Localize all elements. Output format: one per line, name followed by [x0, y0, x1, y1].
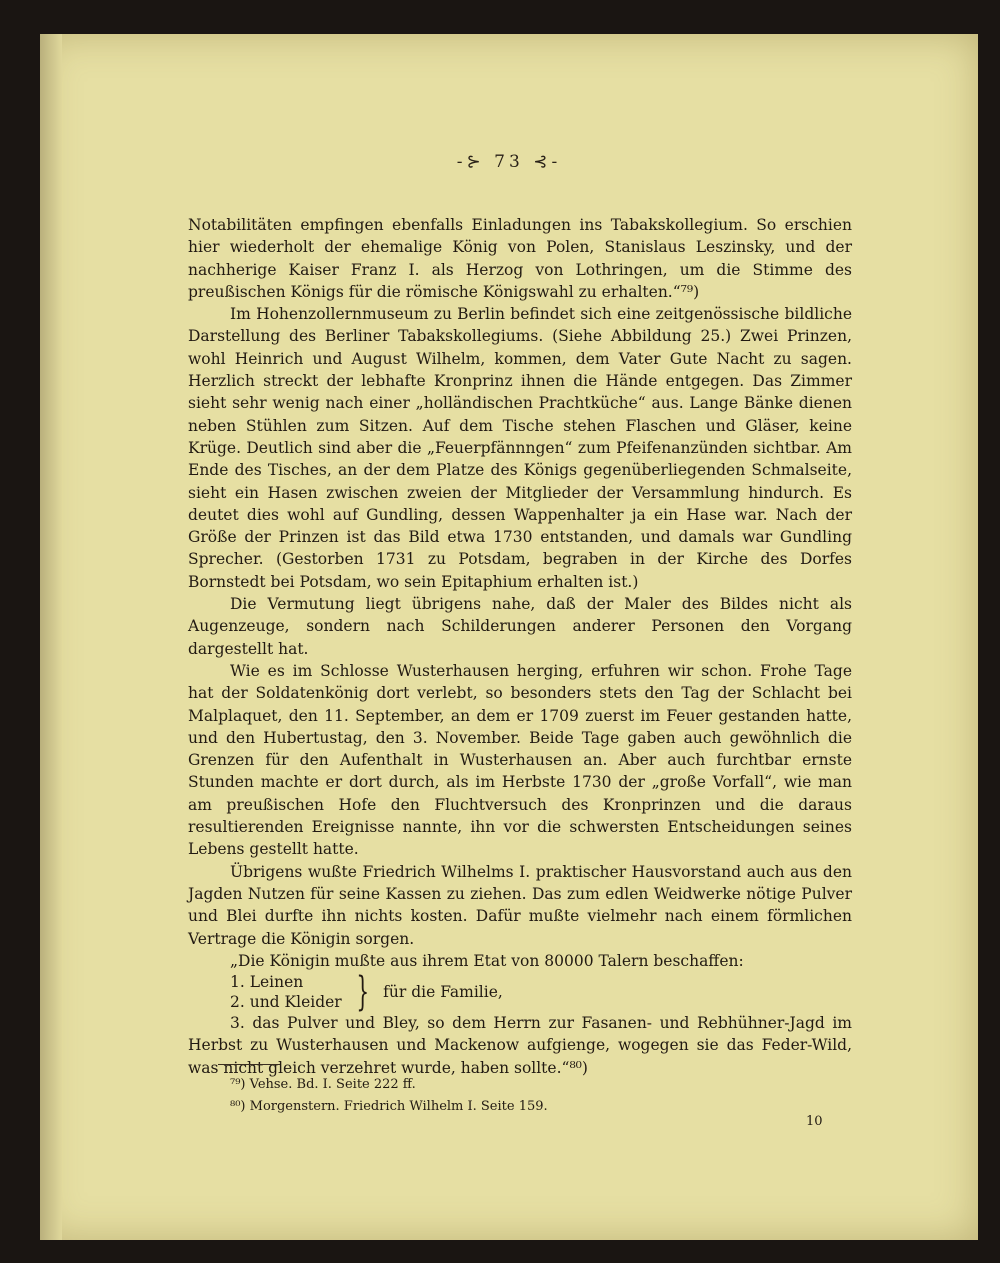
paragraph: Die Vermutung liegt übrigens nahe, daß der Maler des Bildes nicht als Augenzeuge, sondern nach Schilderungen anderer Personen den Vorgang dargestellt hat.: [188, 595, 852, 658]
paragraph: Übrigens wußte Friedrich Wilhelms I. praktischer Hausvorstand auch aus den Jagden Nutzen für seine Kassen zu ziehen. Das zum edlen Weidwerke nötige Pulver und Blei durfte ihn nichts kosten. Dafür mußte vielmehr nach einem förmlichen Vertrage die Königin sorgen.: [188, 862, 852, 948]
paragraph: Im Hohenzollernmuseum zu Berlin befindet sich eine zeitgenössische bildliche Darstellung des Berliner Tabakskollegiums. (Siehe Abbildung 25.) Zwei Prinzen, wohl Heinrich und August Wilhelm, kommen, dem Vater Gute Nacht zu sagen. Herzlich streckt der lebhafte Kronprinz ihnen die Hände entgegen. Das Zimmer sieht sehr wenig nach einer „holländischen Prachtküche“ aus. Lange Bänke dienen neben Stühlen zum Sitzen. Auf dem Tische stehen Flaschen und Gläser, keine Krüge. Deutlich sind aber die „Feuerpfännngen“ zum Pfeifenanzünden sichtbar. Am Ende des Tisches, an der dem Platze des Königs gegenüberliegenden Schmalseite, sieht ein Hasen zwischen zweien der Mitglieder der Versammlung hindurch. Es deutet dies wohl auf Gundling, dessen Wappenhalter ja ein Hase war. Nach der Größe der Prinzen ist das Bild etwa 1730 entstanden, und damals war Gundling Sprecher. (Gestorben 1731 zu Potsdam, begraben in der Kirche des Dorfes Bornstedt bei Potsdam, wo sein Epitaphium erhalten ist.): [188, 305, 852, 591]
list-item: 2. und Kleider: [230, 993, 342, 1012]
brace-label: für die Familie,: [383, 982, 503, 1001]
paragraph: Notabilitäten empfingen ebenfalls Einladungen ins Tabakskollegium. So erschien hier wiederholt der ehemalige König von Polen, Stanislaus Leszinsky, und der nachherige Kaiser Franz I. als Herzog von Lothringen, um die Stimme des preußischen Königs für die römische Königswahl zu erhalten.“⁷⁹): [188, 216, 852, 301]
list-item: 3. das Pulver und Bley, so dem Herrn zur Fasanen- und Rebhühner-Jagd im Herbst zu Wusterhausen und Mackenow aufgienge, wogegen sie das Feder-Wild, was nicht gleich verzehret wurde, haben sollte.“⁸⁰): [188, 1014, 852, 1077]
list-item: 1. Leinen: [230, 973, 304, 992]
footnote-rule: [218, 1064, 280, 1065]
body-text: [188, 214, 852, 1079]
brace-icon: }: [356, 969, 369, 1016]
signature-mark: 10: [806, 1114, 823, 1129]
book-page: [40, 34, 978, 1240]
book-spine: [40, 34, 62, 1240]
footnote: ⁷⁹) Vehse. Bd. I. Seite 222 ff.: [230, 1077, 416, 1092]
footnote: ⁸⁰) Morgenstern. Friedrich Wilhelm I. Seite 159.: [230, 1099, 548, 1114]
page-number: -⊱ 73 ⊰-: [456, 152, 562, 172]
footnotes: [230, 1074, 548, 1118]
quote-list: [188, 969, 852, 1016]
paragraph: Wie es im Schlosse Wusterhausen herging, erfuhren wir schon. Frohe Tage hat der Soldatenkönig dort verlebt, so besonders stets den Tag der Schlacht bei Malplaquet, den 11. September, an dem er 1709 zuerst im Feuer gestanden hatte, und den Hubertustag, den 3. November. Beide Tage gaben auch gewöhnlich die Grenzen für den Aufenthalt in Wusterhausen an. Aber auch furchtbar ernste Stunden machte er dort durch, als im Herbste 1730 der „große Vorfall“, wie man am preußischen Hofe den Fluchtversuch des Kronprinzen und die daraus resultierenden Ereignisse nannte, ihn vor die schwersten Entscheidungen seines Lebens gestellt hatte.: [188, 661, 852, 859]
brace-group: [230, 969, 852, 1016]
quote-intro: „Die Königin mußte aus ihrem Etat von 80000 Talern beschaffen:: [230, 951, 744, 970]
